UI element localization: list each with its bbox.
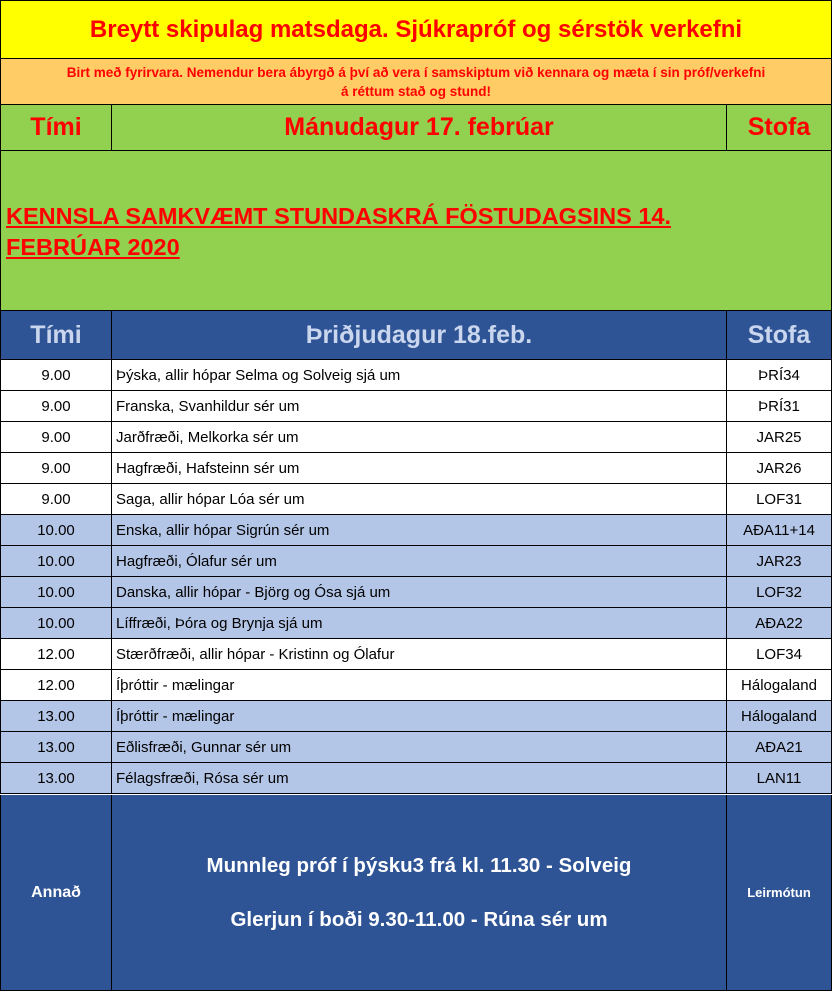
- row-time: 9.00: [0, 422, 112, 453]
- row-time: 13.00: [0, 732, 112, 763]
- row-room: LOF31: [727, 484, 832, 515]
- row-time: 9.00: [0, 360, 112, 391]
- notice-line-2: á réttum stað og stund!: [340, 84, 491, 99]
- table-row: [0, 515, 832, 546]
- tuesday-day-heading: Þriðjudagur 18.feb.: [112, 311, 727, 360]
- other-room: Leirmótun: [727, 795, 832, 991]
- row-room: LAN11: [727, 763, 832, 794]
- row-description: Franska, Svanhildur sér um: [112, 391, 727, 422]
- row-room: ÞRÍ34: [727, 360, 832, 391]
- tuesday-room-header: Stofa: [727, 311, 832, 360]
- row-time: 13.00: [0, 763, 112, 794]
- row-time: 9.00: [0, 484, 112, 515]
- row-description: Stærðfræði, allir hópar - Kristinn og Ólafur: [112, 639, 727, 670]
- row-description: Eðlisfræði, Gunnar sér um: [112, 732, 727, 763]
- row-description: Jarðfræði, Melkorka sér um: [112, 422, 727, 453]
- table-row: [0, 670, 832, 701]
- row-description: Félagsfræði, Rósa sér um: [112, 763, 727, 794]
- row-time: 10.00: [0, 546, 112, 577]
- table-row: [0, 577, 832, 608]
- row-description: Hagfræði, Hafsteinn sér um: [112, 453, 727, 484]
- row-room: JAR26: [727, 453, 832, 484]
- other-label: Annað: [0, 795, 112, 991]
- monday-message-block: [0, 151, 832, 311]
- row-time: 10.00: [0, 515, 112, 546]
- monday-room-header: Stofa: [727, 105, 832, 151]
- row-room: Hálogaland: [727, 701, 832, 732]
- table-row: [0, 546, 832, 577]
- row-room: AÐA22: [727, 608, 832, 639]
- row-room: ÞRÍ31: [727, 391, 832, 422]
- table-row: [0, 732, 832, 763]
- row-time: 10.00: [0, 577, 112, 608]
- tuesday-time-header: Tími: [0, 311, 112, 360]
- row-description: Danska, allir hópar - Björg og Ósa sjá um: [112, 577, 727, 608]
- table-row: [0, 484, 832, 515]
- row-time: 9.00: [0, 453, 112, 484]
- table-row: [0, 391, 832, 422]
- row-room: Hálogaland: [727, 670, 832, 701]
- row-room: AÐA11+14: [727, 515, 832, 546]
- notice-banner: [0, 59, 832, 105]
- row-room: JAR25: [727, 422, 832, 453]
- notice-line-1: Birt með fyrirvara. Nemendur bera ábyrgð á því að vera í samskiptum við kennara og mæta í sin próf/verkefni: [66, 65, 766, 80]
- other-line-2: Glerjun í boði 9.30-11.00 - Rúna sér um: [230, 907, 608, 931]
- row-time: 12.00: [0, 670, 112, 701]
- monday-message-line-2: FEBRÚAR 2020: [6, 234, 180, 260]
- monday-time-header: Tími: [0, 105, 112, 151]
- row-description: Íþróttir - mælingar: [112, 670, 727, 701]
- table-row: [0, 639, 832, 670]
- row-time: 10.00: [0, 608, 112, 639]
- row-description: Enska, allir hópar Sigrún sér um: [112, 515, 727, 546]
- row-time: 13.00: [0, 701, 112, 732]
- row-room: AÐA21: [727, 732, 832, 763]
- row-time: 12.00: [0, 639, 112, 670]
- table-row: [0, 763, 832, 794]
- monday-day-heading: Mánudagur 17. febrúar: [112, 105, 727, 151]
- table-row: [0, 608, 832, 639]
- row-description: Hagfræði, Ólafur sér um: [112, 546, 727, 577]
- page-title: Breytt skipulag matsdaga. Sjúkrapróf og sérstök verkefni: [0, 0, 832, 59]
- row-description: Þýska, allir hópar Selma og Solveig sjá um: [112, 360, 727, 391]
- row-description: Líffræði, Þóra og Brynja sjá um: [112, 608, 727, 639]
- row-time: 9.00: [0, 391, 112, 422]
- row-description: Saga, allir hópar Lóa sér um: [112, 484, 727, 515]
- tuesday-header-row: [0, 311, 832, 360]
- monday-message-line-1: KENNSLA SAMKVÆMT STUNDASKRÁ FÖSTUDAGSINS 14.: [6, 203, 671, 229]
- other-line-1: Munnleg próf í þýsku3 frá kl. 11.30 - Solveig: [206, 853, 632, 877]
- other-row: [0, 795, 832, 991]
- row-room: LOF32: [727, 577, 832, 608]
- other-details: [112, 795, 727, 991]
- table-row: [0, 422, 832, 453]
- row-description: Íþróttir - mælingar: [112, 701, 727, 732]
- table-row: [0, 360, 832, 391]
- table-row: [0, 701, 832, 732]
- table-row: [0, 453, 832, 484]
- row-room: LOF34: [727, 639, 832, 670]
- row-room: JAR23: [727, 546, 832, 577]
- monday-header-row: [0, 105, 832, 151]
- monday-message: [6, 201, 671, 263]
